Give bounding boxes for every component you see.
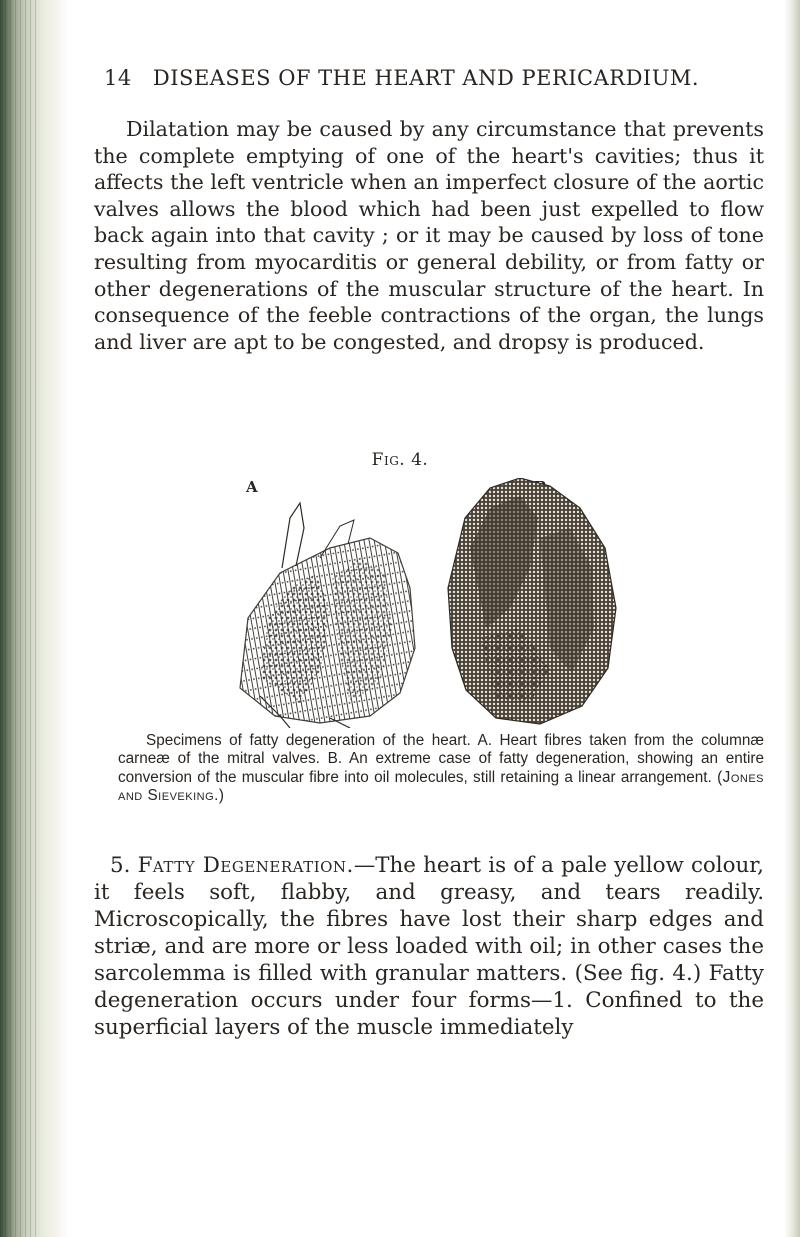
running-title: DISEASES OF THE HEART AND PERICARDIUM. [152,66,700,90]
fatty-degeneration-drawing [220,478,780,728]
paragraph-fatty-degeneration [94,852,764,1041]
specimen-a-fibres [240,503,415,728]
section-heading: Fatty Degeneration. [137,853,354,878]
running-head [104,66,764,90]
specimen-b-oil-molecules [448,478,616,724]
figure-caption [118,732,764,806]
caption-text: Specimens of fatty degeneration of the heart. A. Heart fibres taken from the columnæ carneæ of the mitral valves. B. An extreme case of fatty degeneration, showing an entire conversion of the muscular fibre into oil molecules, still retaining a linear arrangement. [118,732,764,786]
figure-title [0,450,800,470]
figure-label-a: A [246,478,258,496]
paragraph-dilatation: Dilatation may be caused by any circumstance that prevents the complete emptying of one of the heart's cavities; thus it affects the left ventricle when an imperfect closure of the aortic valves allows the blood which had been just expelled to flow back again into that cavity ; or it may be caused by loss of tone resulting from myocarditis or general debility, or from fatty or other degenerations of the muscular structure of the heart. In consequence of the feeble contractions of the organ, the lungs and liver are apt to be congested, and dropsy is produced. [94,117,764,354]
page-number: 14 [104,66,132,90]
figure-number: Fig. 4. [371,450,429,470]
section-text: —The heart is of a pale yellow colour, it feels soft, flabby, and greasy, and tears readily. Microscopically, the fibres have lost their sharp edges and striæ, and are more or less loaded with oil; in other cases the sarcolemma is filled with granular matters. (See fig. 4.) Fatty degeneration occurs under four forms—1. Confined to the superficial layers of the muscle immediately [94,853,764,1040]
section-number: 5. [110,853,131,878]
caption-credit: (Jones and Sieveking.) [118,768,764,805]
